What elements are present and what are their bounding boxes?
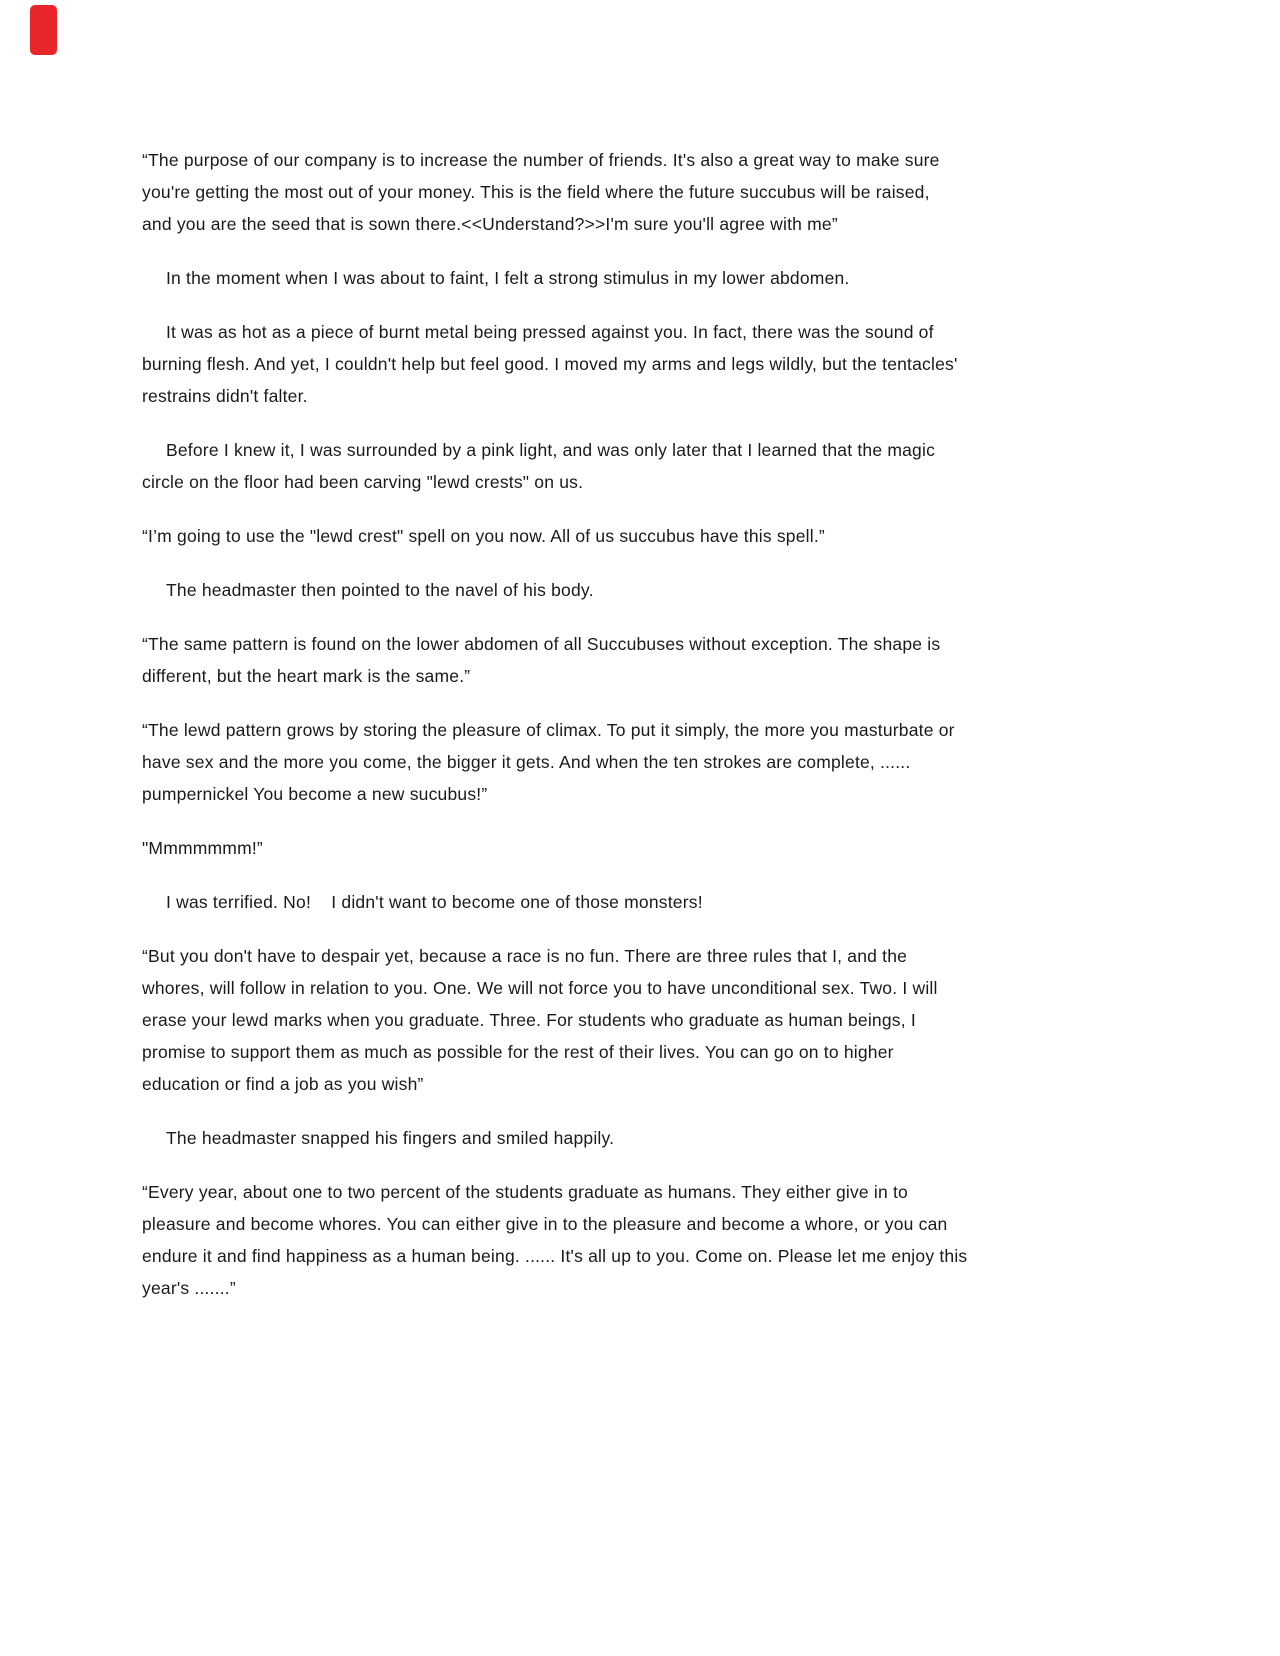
text-line: endure it and find happiness as a human being. ...... It's all up to you. Come on. Please let me enjoy this	[142, 1246, 968, 1266]
paragraph	[142, 144, 1092, 240]
text-line: promise to support them as much as possible for the rest of their lives. You can go on to higher	[142, 1042, 894, 1062]
text-line: pumpernickel You become a new sucubus!”	[142, 784, 488, 804]
text-line: “But you don't have to despair yet, because a race is no fun. There are three rules that I, and the	[142, 946, 908, 966]
paragraph	[142, 628, 1092, 692]
paragraph	[142, 434, 1092, 498]
text-line: Before I knew it, I was surrounded by a pink light, and was only later that I learned that the magic	[166, 440, 936, 460]
text-line: “The same pattern is found on the lower abdomen of all Succubuses without exception. The shape is	[142, 634, 941, 654]
text-line: year's .......”	[142, 1278, 236, 1298]
text-line: The headmaster snapped his fingers and smiled happily.	[166, 1128, 615, 1148]
text-line: different, but the heart mark is the same.”	[142, 666, 471, 686]
paragraph	[142, 574, 1092, 606]
text-line: It was as hot as a piece of burnt metal being pressed against you. In fact, there was the sound of	[166, 322, 934, 342]
text-line: "Mmmmmmm!”	[142, 838, 263, 858]
text-line: circle on the floor had been carving "lewd crests" on us.	[142, 472, 584, 492]
text-line: “The lewd pattern grows by storing the pleasure of climax. To put it simply, the more you masturbate or	[142, 720, 955, 740]
paragraph	[142, 886, 1092, 918]
text-line: In the moment when I was about to faint, I felt a strong stimulus in my lower abdomen.	[166, 268, 850, 288]
text-line: education or find a job as you wish”	[142, 1074, 424, 1094]
text-line: I was terrified. No! I didn't want to become one of those monsters!	[166, 892, 703, 912]
red-marker	[30, 5, 57, 55]
paragraph	[142, 940, 1092, 1100]
document-content	[142, 144, 1092, 1326]
text-line: whores, will follow in relation to you. One. We will not force you to have unconditional sex. Two. I will	[142, 978, 938, 998]
text-line: “Every year, about one to two percent of the students graduate as humans. They either give in to	[142, 1182, 908, 1202]
paragraph	[142, 1122, 1092, 1154]
text-line: you're getting the most out of your money. This is the field where the future succubus will be raised,	[142, 182, 930, 202]
paragraph	[142, 262, 1092, 294]
paragraph	[142, 520, 1092, 552]
text-line: pleasure and become whores. You can either give in to the pleasure and become a whore, or you can	[142, 1214, 948, 1234]
text-line: The headmaster then pointed to the navel of his body.	[166, 580, 594, 600]
text-line: and you are the seed that is sown there.<<Understand?>>I'm sure you'll agree with me”	[142, 214, 838, 234]
text-line: burning flesh. And yet, I couldn't help but feel good. I moved my arms and legs wildly, but the tentacles'	[142, 354, 958, 374]
paragraph	[142, 316, 1092, 412]
text-line: “I’m going to use the "lewd crest" spell on you now. All of us succubus have this spell.”	[142, 526, 825, 546]
text-line: erase your lewd marks when you graduate. Three. For students who graduate as human beings, I	[142, 1010, 916, 1030]
text-line: “The purpose of our company is to increase the number of friends. It's also a great way to make sure	[142, 150, 940, 170]
text-line: have sex and the more you come, the bigger it gets. And when the ten strokes are complete, ......	[142, 752, 911, 772]
paragraph	[142, 832, 1092, 864]
paragraph	[142, 1176, 1092, 1304]
text-line: restrains didn't falter.	[142, 386, 308, 406]
paragraph	[142, 714, 1092, 810]
